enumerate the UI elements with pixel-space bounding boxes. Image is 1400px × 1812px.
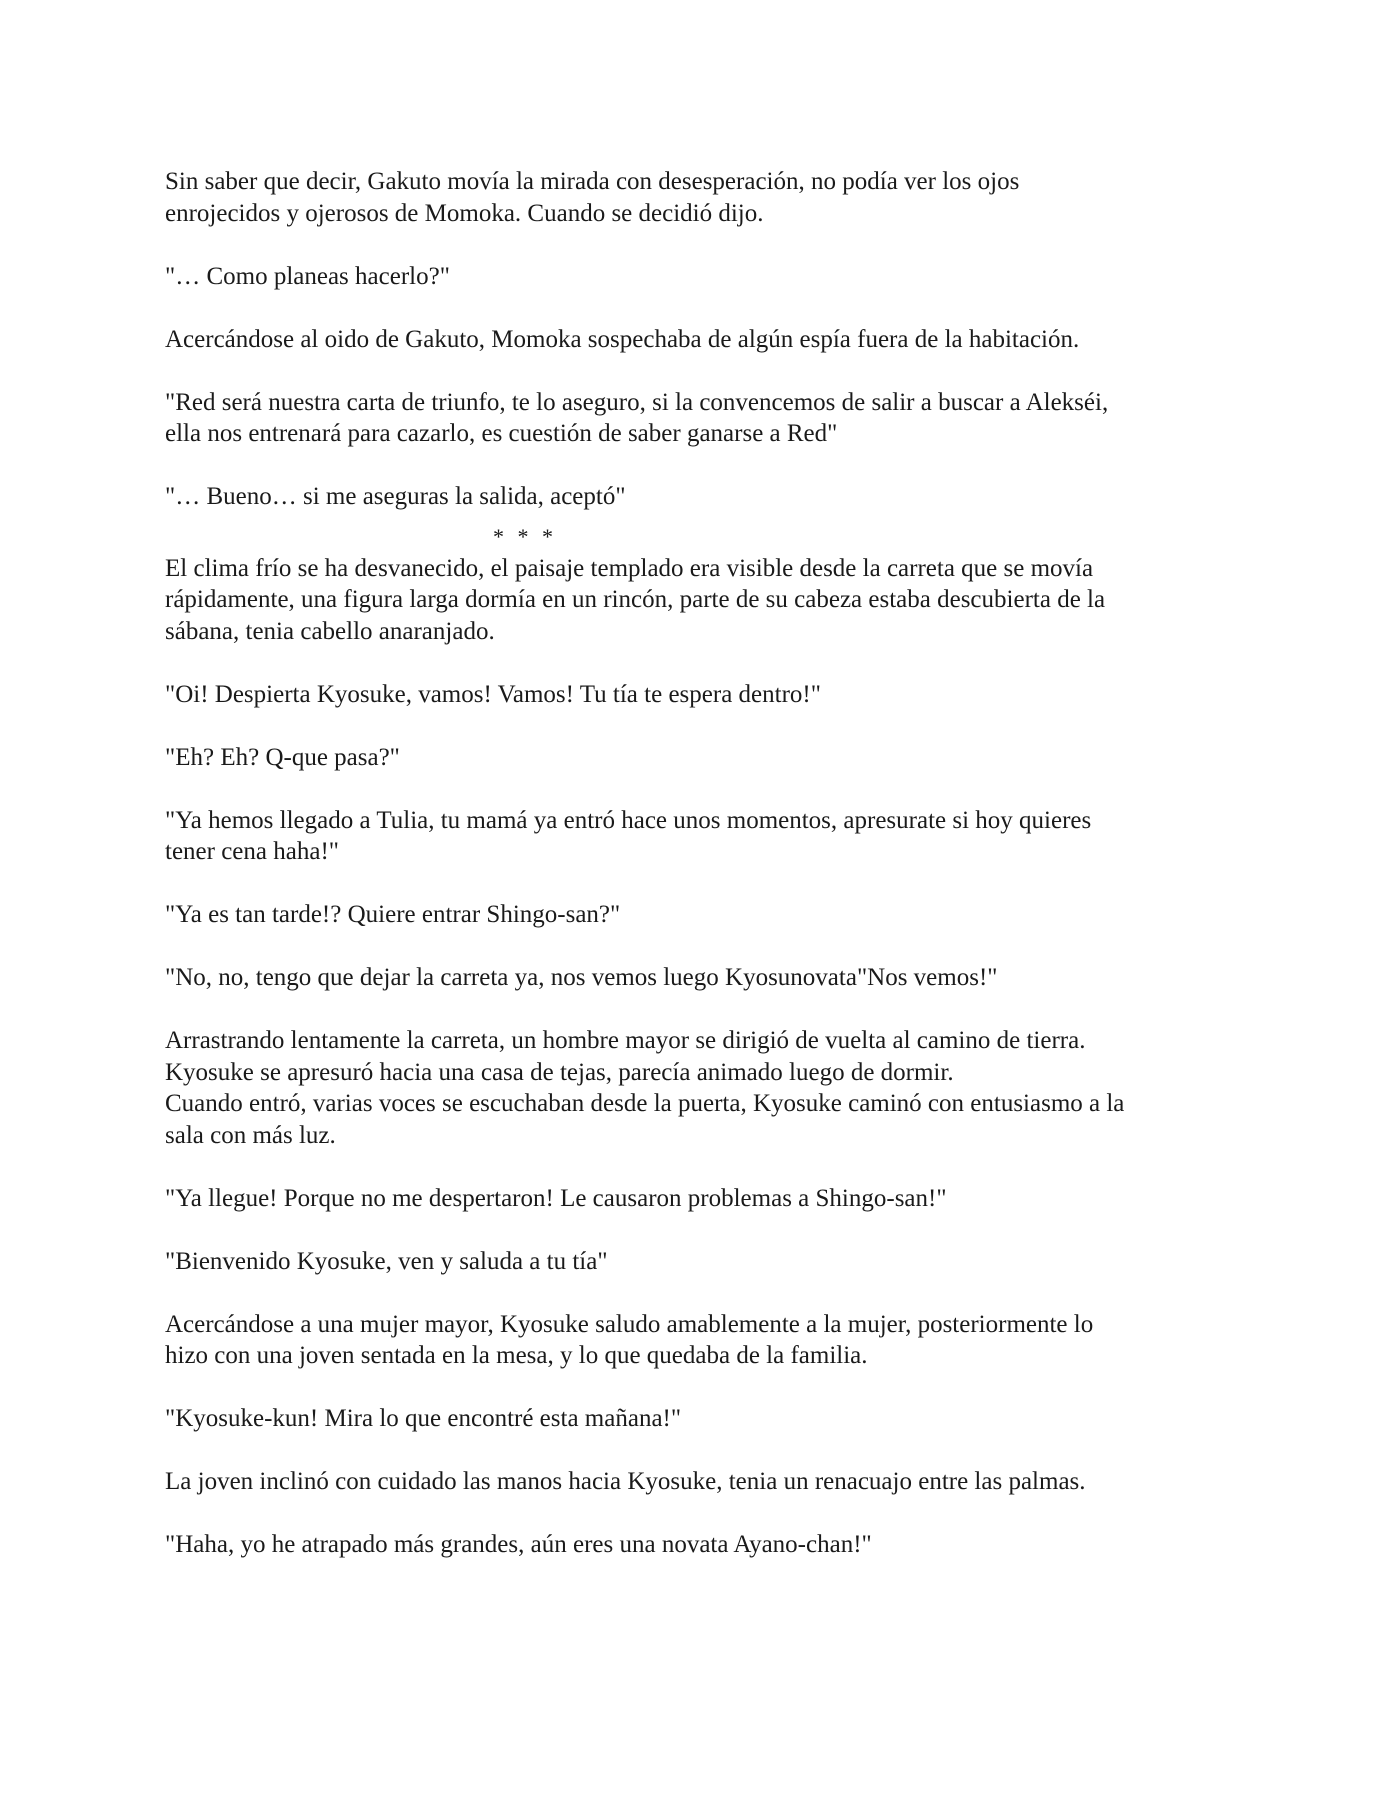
text-line: "Bienvenido Kyosuke, ven y saluda a tu tía" (165, 1247, 608, 1275)
paragraph (165, 1309, 1245, 1372)
paragraph (165, 1403, 1245, 1435)
text-line: rápidamente, una figura larga dormía en un rincón, parte de su cabeza estaba descubierta de la (165, 586, 1106, 613)
paragraph (165, 166, 1245, 229)
text-line: sábana, tenia cabello anaranjado. (165, 617, 495, 645)
paragraph (165, 962, 1245, 994)
text-line: Cuando entró, varias voces se escuchaban desde la puerta, Kyosuke caminó con entusiasmo a la (165, 1090, 1125, 1117)
paragraph (165, 553, 1245, 648)
text-line: "Ya hemos llegado a Tulia, tu mamá ya entró hace unos momentos, apresurate si hoy quieres (165, 806, 1092, 834)
text-line: enrojecidos y ojerosos de Momoka. Cuando se decidió dijo. (165, 199, 764, 227)
text-line: "Red será nuestra carta de triunfo, te lo aseguro, si la convencemos de salir a buscar a Alekséi, (165, 388, 1109, 416)
paragraph (165, 261, 1245, 293)
text-line: "Ya llegue! Porque no me despertaron! Le causaron problemas a Shingo-san!" (165, 1184, 947, 1212)
text-line: "Oi! Despierta Kyosuke, vamos! Vamos! Tu tía te espera dentro!" (165, 680, 821, 708)
text-line: "Ya es tan tarde!? Quiere entrar Shingo-san?" (165, 901, 621, 928)
text-line: Acercándose a una mujer mayor, Kyosuke saludo amablemente a la mujer, posteriormente lo (165, 1310, 1094, 1338)
text-line: "… Bueno… si me aseguras la salida, aceptó" (165, 483, 626, 510)
text-line: "No, no, tengo que dejar la carreta ya, nos vemos luego Kyosunovata"Nos vemos!" (165, 964, 998, 991)
text-line: sala con más luz. (165, 1121, 336, 1149)
text-line: ella nos entrenará para cazarlo, es cuestión de saber ganarse a Red" (165, 420, 838, 447)
text-line: "Eh? Eh? Q-que pasa?" (165, 743, 400, 771)
text-line: "Haha, yo he atrapado más grandes, aún eres una novata Ayano-chan!" (165, 1531, 872, 1558)
text-line: El clima frío se ha desvanecido, el paisaje templado era visible desde la carreta que se movía (165, 554, 1094, 582)
paragraph (165, 1529, 1245, 1561)
text-line: tener cena haha!" (165, 838, 339, 865)
paragraph (165, 1246, 1245, 1278)
text-line: Kyosuke se apresuró hacia una casa de tejas, parecía animado luego de dormir. (165, 1058, 954, 1086)
text-line: "Kyosuke-kun! Mira lo que encontré esta mañana!" (165, 1405, 682, 1432)
paragraph (165, 742, 1245, 774)
paragraph (165, 679, 1245, 711)
paragraph (165, 387, 1245, 450)
paragraph (165, 324, 1245, 356)
text-line: "… Como planeas hacerlo?" (165, 262, 450, 290)
text-line: Sin saber que decir, Gakuto movía la mirada con desesperación, no podía ver los ojos (165, 168, 1020, 195)
text-line: hizo con una joven sentada en la mesa, y lo que quedaba de la familia. (165, 1342, 868, 1369)
paragraph (165, 1183, 1245, 1215)
paragraph (165, 481, 1245, 513)
paragraph (165, 1025, 1245, 1151)
scene-separator: * * * (493, 523, 557, 549)
paragraph (165, 805, 1245, 868)
text-line: Arrastrando lentamente la carreta, un hombre mayor se dirigió de vuelta al camino de tierra. (165, 1027, 1086, 1054)
document-body (165, 166, 1245, 1561)
text-line: Acercándose al oido de Gakuto, Momoka sospechaba de algún espía fuera de la habitación. (165, 325, 1080, 353)
paragraph (165, 1466, 1245, 1498)
paragraph (165, 899, 1245, 931)
text-line: La joven inclinó con cuidado las manos hacia Kyosuke, tenia un renacuajo entre las palmas. (165, 1468, 1086, 1495)
